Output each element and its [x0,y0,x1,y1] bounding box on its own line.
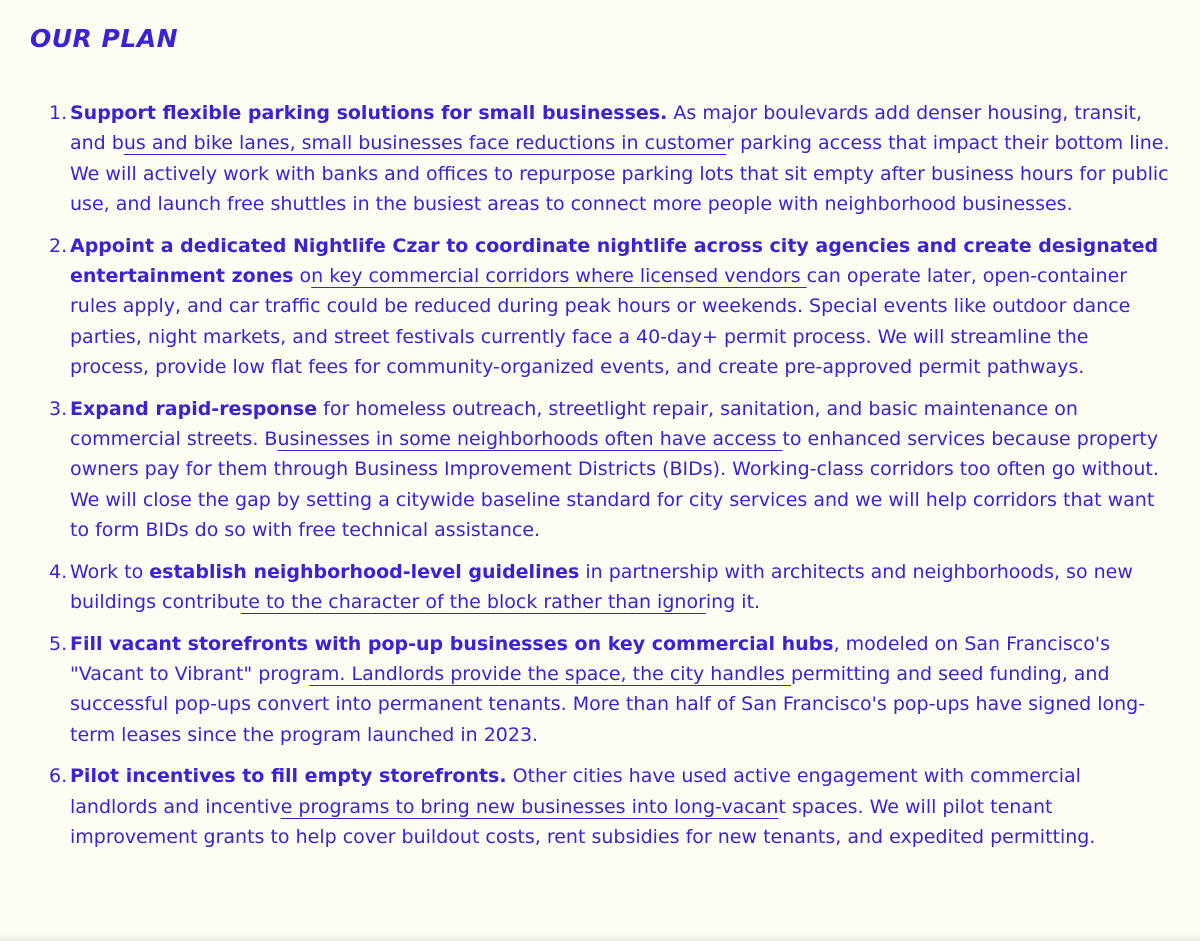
plan-list [30,98,1170,852]
item-link[interactable]: usinesses in some neighborhoods often have access [277,428,783,451]
item-text: can operate later, open-container rules apply, and car traffic could be reduced during peak hours or weekends. Special events like outdoor dance parties, night markets, and street festivals currently face a 40-day+ permit process. We will streamline the process, provide low flat fees for community-organized events, and create pre-approved permit pathways. [70,265,1131,379]
item-number: 5. [49,632,68,655]
item-text: , modeled on San Francisco's "Vacant to Vibrant" progr [70,632,1110,685]
item-number: 6. [49,765,68,788]
item-number: 2. [49,234,68,257]
item-number: 1. [49,102,68,124]
bottom-divider [0,933,1200,941]
item-text: for homeless outreach, streetlight repair, sanitation, and basic maintenance on commercial streets. B [70,397,1078,451]
item-number: 3. [49,397,68,420]
plan-item-parking [30,98,1170,220]
plan-item-nightlife [30,231,1170,383]
item-text: ing it. [705,591,761,614]
item-text: Work to [70,560,150,583]
item-link[interactable]: us and bike lanes, small businesses face reductions in custome [123,132,727,155]
item-heading: Expand rapid-response [70,397,318,420]
item-heading: Appoint a dedicated Nightlife Czar to coordinate nightlife across city agencies and create designated entertainment zones [70,234,1159,288]
item-text: As major boulevards add denser housing, transit, and b [70,102,1143,155]
plan-item-rapid-response [30,394,1170,546]
item-heading: Pilot incentives to fill empty storefronts. [70,765,507,788]
item-text: t spaces. We will pilot tenant improvement grants to help cover buildout costs, rent subsidies for new tenants, and expedited permitting. [70,795,1096,848]
plan-item-pop-ups [30,629,1170,751]
item-text: in partnership with architects and neighborhoods, so new buildings contribu [70,560,1133,614]
item-text: to enhanced services because property owners pay for them through Business Improvement Districts (BIDs). Working-class corridors too often go without. We will close the gap by setting a citywide baseline standard for city services and we will help corridors that want to form BIDs do so with free technical assistance. [70,428,1159,542]
plan-item-guidelines [30,557,1170,618]
item-link[interactable]: e programs to bring new businesses into long-vacan [280,795,779,818]
plan-item-incentives [30,761,1170,852]
item-heading: Support flexible parking solutions for small businesses. [70,102,668,124]
item-text: permitting and seed funding, and successful pop-ups convert into permanent tenants. More than half of San Francisco's pop-ups have signed long-term leases since the program launched in 2023. [70,662,1146,746]
item-text: Other cities have used active engagement with commercial landlords and incentiv [70,765,1081,818]
item-heading: Fill vacant storefronts with pop-up businesses on key commercial hubs [70,632,834,655]
item-link[interactable]: n key commercial corridors where licensed vendors [311,265,807,288]
item-heading: establish neighborhood-level guidelines [149,560,580,583]
item-text: r parking access that impact their bottom line. We will actively work with banks and offices to repurpose parking lots that sit empty after business hours for public use, and launch free shuttles in the busiest areas to connect more people with neighborhood businesses. [70,132,1170,216]
item-text: o [293,265,312,288]
item-number: 4. [49,560,68,583]
item-link[interactable]: te to the character of the block rather than ignor [240,591,706,614]
item-link[interactable]: am. Landlords provide the space, the city handles [309,662,791,685]
page-title: OUR PLAN [30,24,179,53]
